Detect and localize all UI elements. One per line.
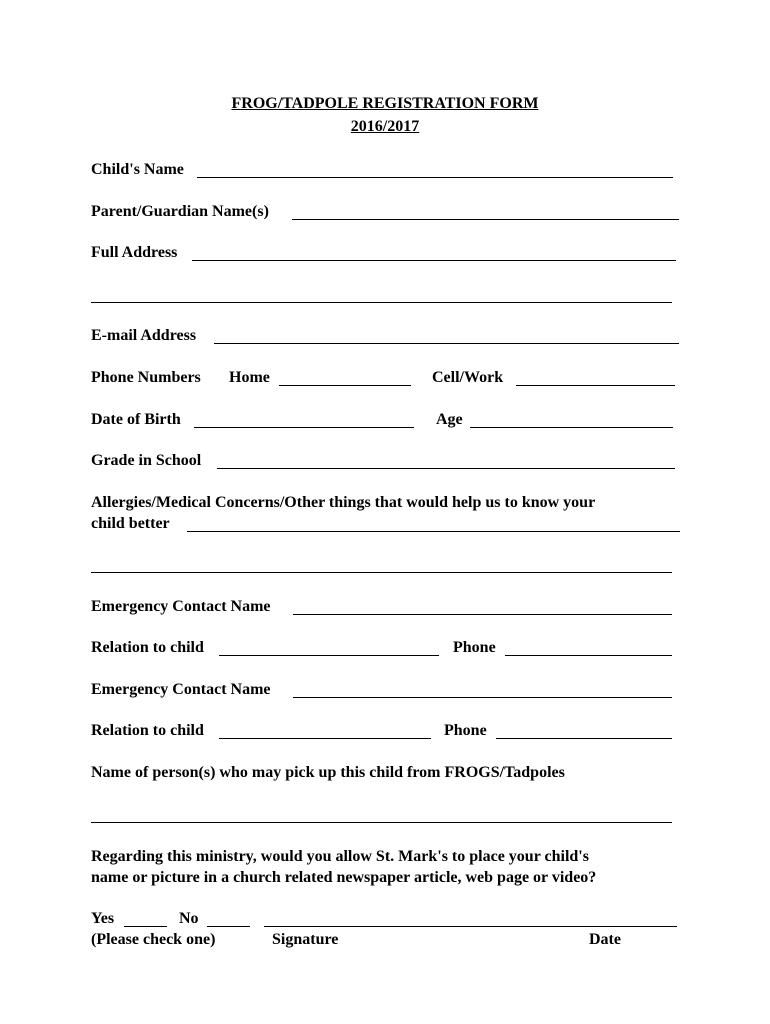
- home-phone-label: Home: [229, 369, 270, 386]
- parent-name-label: Parent/Guardian Name(s): [91, 203, 269, 220]
- form-title: FROG/TADPOLE REGISTRATION FORM: [231, 95, 539, 112]
- no-label: No: [179, 910, 199, 927]
- grade-blank[interactable]: [217, 468, 675, 469]
- relation-1-blank[interactable]: [219, 655, 439, 656]
- dob-label: Date of Birth: [91, 411, 181, 428]
- address-blank-2[interactable]: [91, 302, 672, 303]
- allergies-blank[interactable]: [187, 531, 680, 532]
- child-name-blank[interactable]: [197, 177, 673, 178]
- email-label: E-mail Address: [91, 327, 197, 344]
- address-blank[interactable]: [192, 260, 676, 261]
- emergency-contact-1-blank[interactable]: [293, 614, 672, 615]
- age-label: Age: [436, 411, 463, 428]
- no-checkbox-blank[interactable]: [207, 926, 250, 927]
- dob-blank[interactable]: [194, 427, 414, 428]
- yes-label: Yes: [91, 910, 115, 927]
- emergency-contact-2-label: Emergency Contact Name: [91, 681, 271, 698]
- allergies-label: Allergies/Medical Concerns/Other things that would help us to know your: [91, 494, 596, 511]
- consent-question-2: name or picture in a church related newspaper article, web page or video?: [91, 869, 597, 886]
- phone-numbers-label: Phone Numbers: [91, 369, 201, 386]
- cell-work-label: Cell/Work: [432, 369, 504, 386]
- cell-work-blank[interactable]: [516, 385, 675, 386]
- phone-1-blank[interactable]: [505, 655, 672, 656]
- date-label: Date: [589, 931, 621, 948]
- relation-1-label: Relation to child: [91, 639, 204, 656]
- age-blank[interactable]: [470, 427, 673, 428]
- emergency-contact-2-blank[interactable]: [293, 697, 672, 698]
- signature-label: Signature: [272, 931, 339, 948]
- form-year: 2016/2017: [350, 118, 420, 135]
- relation-2-label: Relation to child: [91, 722, 204, 739]
- emergency-contact-1-label: Emergency Contact Name: [91, 598, 271, 615]
- parent-name-blank[interactable]: [292, 219, 679, 220]
- email-blank[interactable]: [214, 343, 679, 344]
- check-note: (Please check one): [91, 931, 216, 948]
- allergies-label-2: child better: [91, 515, 170, 532]
- yes-checkbox-blank[interactable]: [124, 926, 167, 927]
- grade-label: Grade in School: [91, 452, 202, 469]
- child-name-label: Child's Name: [91, 161, 184, 178]
- phone-1-label: Phone: [453, 639, 496, 656]
- pickup-label: Name of person(s) who may pick up this child from FROGS/Tadpoles: [91, 764, 565, 781]
- consent-question: Regarding this ministry, would you allow St. Mark's to place your child's: [91, 848, 589, 865]
- phone-2-label: Phone: [444, 722, 487, 739]
- signature-date-blank[interactable]: [264, 926, 677, 927]
- address-label: Full Address: [91, 244, 178, 261]
- relation-2-blank[interactable]: [219, 738, 431, 739]
- home-phone-blank[interactable]: [279, 385, 411, 386]
- phone-2-blank[interactable]: [496, 738, 672, 739]
- pickup-blank[interactable]: [91, 822, 672, 823]
- allergies-blank-2[interactable]: [91, 572, 672, 573]
